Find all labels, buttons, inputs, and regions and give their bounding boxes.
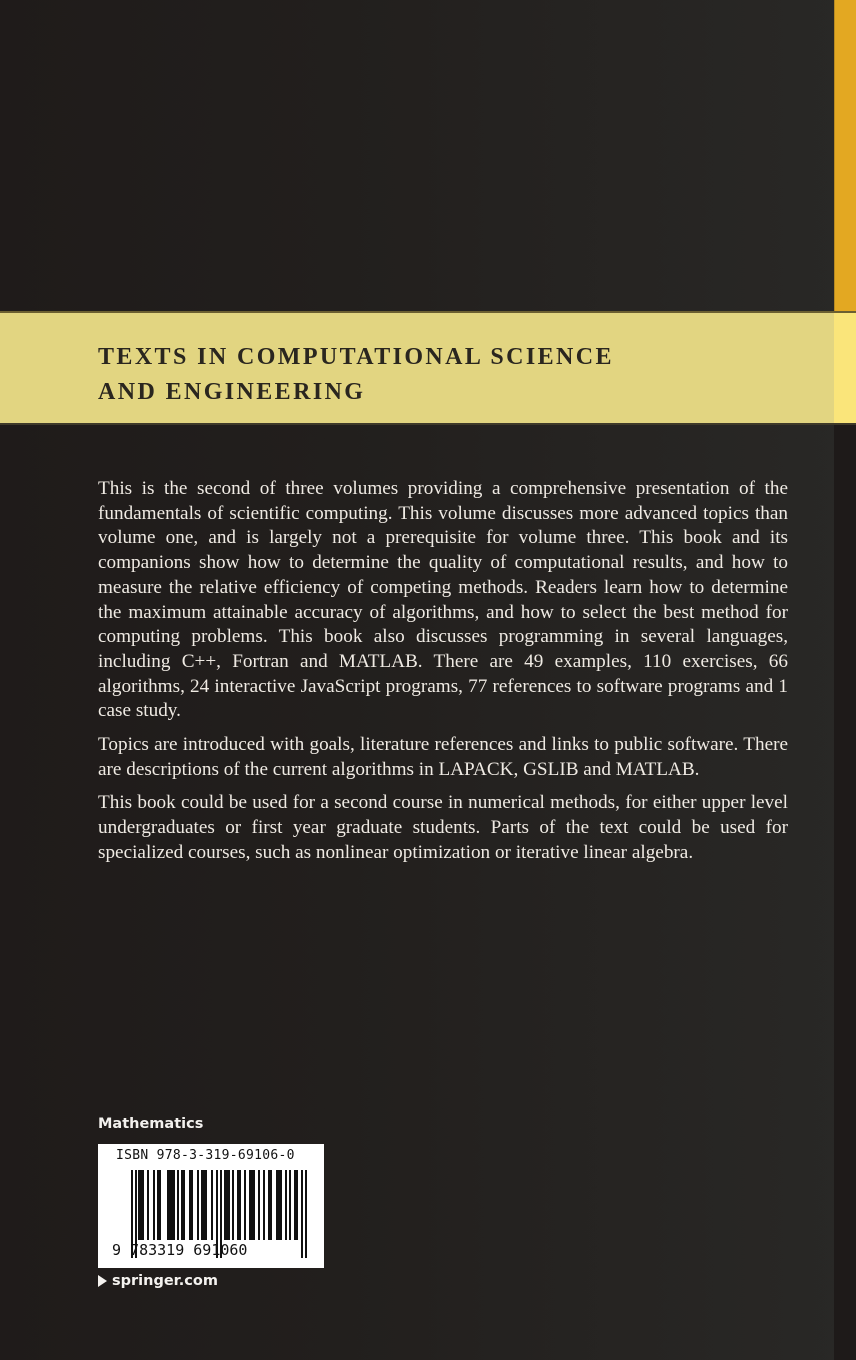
publisher-link-text: springer.com xyxy=(112,1273,218,1289)
ean-digits: 9 783319 691060 xyxy=(112,1241,248,1259)
play-arrow-icon xyxy=(98,1275,107,1287)
series-title-line-2: AND ENGINEERING xyxy=(98,379,366,405)
series-title-line-1: TEXTS IN COMPUTATIONAL SCIENCE xyxy=(98,344,614,370)
accent-color-bar xyxy=(834,0,856,311)
description-paragraph-1: This is the second of three volumes providing a comprehensive presentation of the fundamentals of scientific computing. This volume discusses more advanced topics than volume one, and is largely not a prerequisite for volume three. This book and its companions show how to determine the quality of computational results, and how to measure the relative efficiency of competing methods. Readers learn how to determine the maximum attainable accuracy of algorithms, and how to select the best method for computing problems. This book also discusses programming in several languages, including C++, Fortran and MATLAB. There are 49 examples, 110 exercises, 66 algorithms, 24 interactive JavaScript programs, 77 references to software programs and 1 case study. xyxy=(98,478,788,722)
isbn-barcode xyxy=(98,1144,324,1268)
isbn-label: ISBN 978-3-319-69106-0 xyxy=(116,1148,295,1163)
publisher-link[interactable] xyxy=(98,1273,218,1289)
subject-category: Mathematics xyxy=(98,1116,204,1132)
book-description xyxy=(98,477,788,875)
series-band-edge xyxy=(834,311,856,425)
series-title xyxy=(98,340,614,410)
description-paragraph-2: Topics are introduced with goals, literature references and links to public software. There are descriptions of the current algorithms in LAPACK, GSLIB and MATLAB. xyxy=(98,734,788,780)
description-paragraph-3: This book could be used for a second course in numerical methods, for either upper level undergraduates or first year graduate students. Parts of the text could be used for specialized courses, such as nonlinear optimization or iterative linear algebra. xyxy=(98,792,788,863)
